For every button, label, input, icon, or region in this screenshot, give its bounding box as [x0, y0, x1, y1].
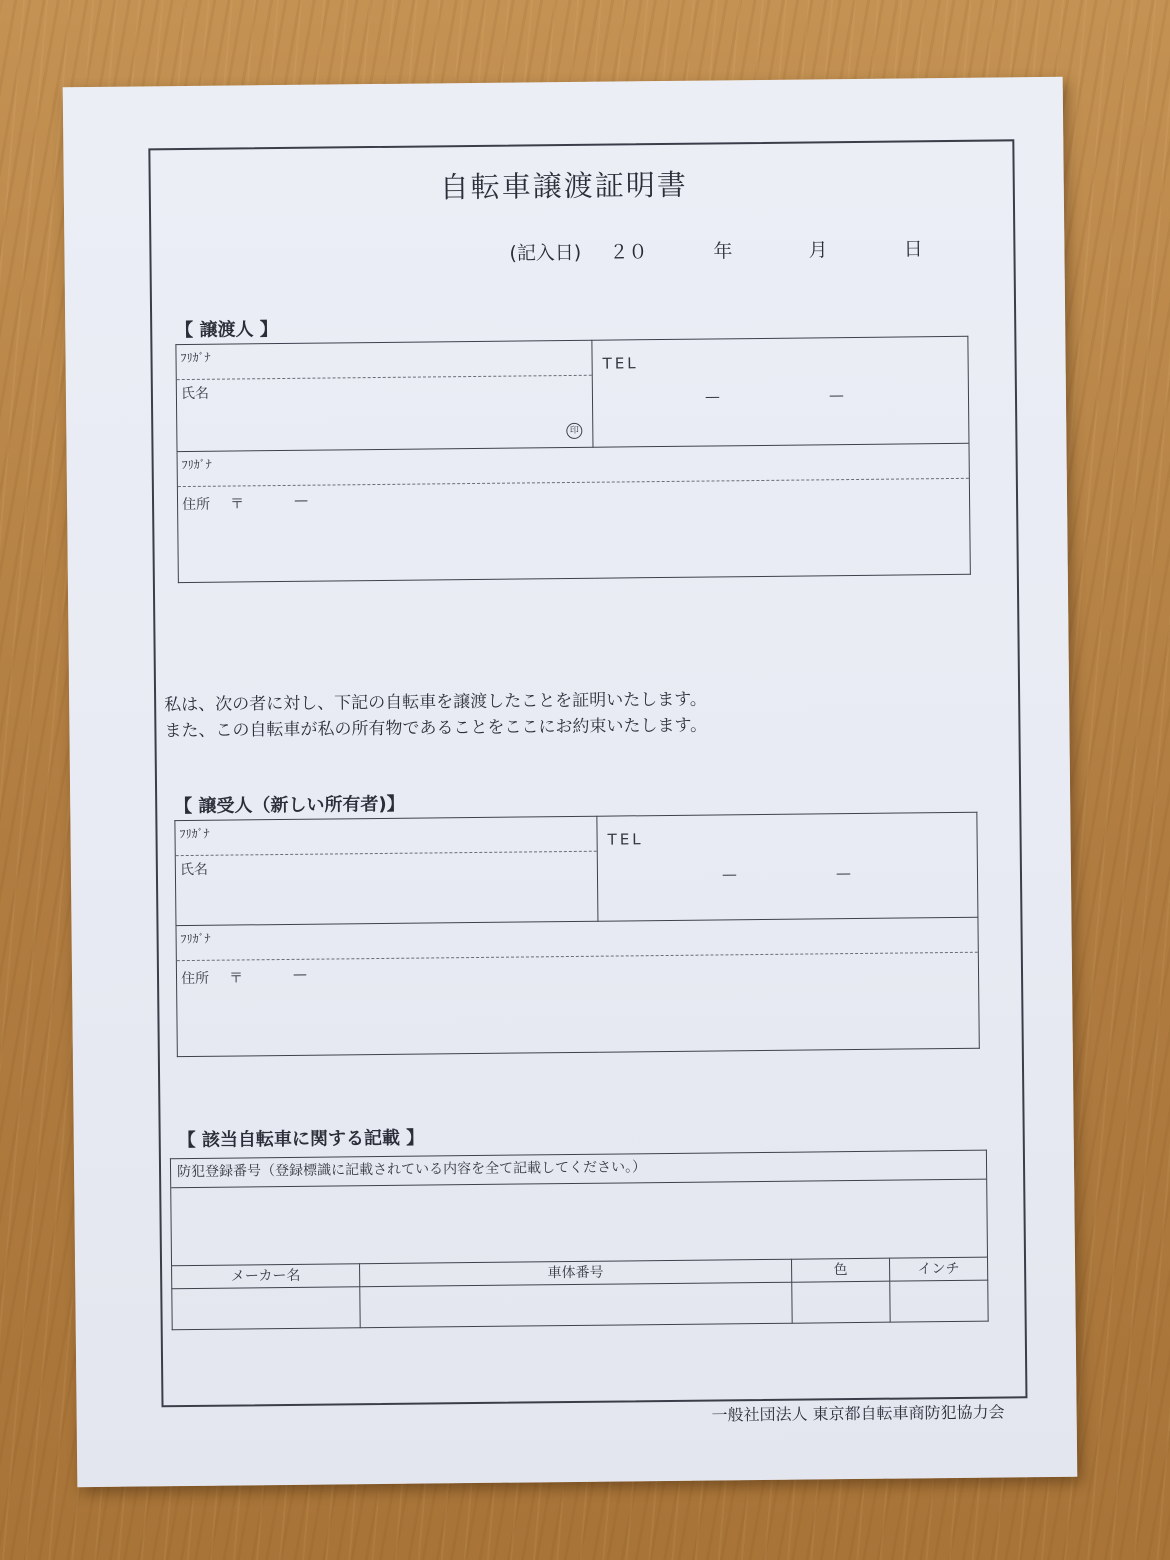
- date-prefix: (記入日): [509, 241, 582, 265]
- date-month: 月: [808, 239, 828, 262]
- furigana-label: ﾌﾘｶﾞﾅ: [176, 341, 591, 380]
- address-furigana-label: ﾌﾘｶﾞﾅ: [178, 444, 969, 487]
- transferee-heading: 【 譲受人（新しい所有者)】: [174, 793, 405, 818]
- document-sheet: [63, 77, 1078, 1487]
- tel-label: TEL: [607, 830, 644, 849]
- address-label: 住所: [181, 496, 211, 514]
- inch-input-cell[interactable]: [890, 1280, 988, 1322]
- transferor-tel-cell[interactable]: [592, 336, 969, 447]
- postal-separator: —: [293, 492, 309, 509]
- statement-line-1: 私は、次の者に対し、下記の自転車を譲渡したことを証明いたします。: [164, 689, 707, 716]
- postal-mark: 〒: [229, 496, 245, 513]
- date-year: 年: [713, 240, 733, 263]
- tel-label: TEL: [602, 354, 639, 373]
- transferor-table: [175, 336, 970, 583]
- issuer-footer: 一般社団法人 東京都自転車商防犯協力会: [711, 1402, 1005, 1425]
- column-header-inch: インチ: [890, 1257, 988, 1281]
- tel-separator: —: [835, 864, 852, 883]
- seal-mark: 印: [566, 423, 582, 439]
- date-year-prefix: ２０: [609, 241, 648, 264]
- frame-number-input-cell[interactable]: [360, 1282, 792, 1328]
- date-line: [509, 234, 923, 265]
- transferee-table: [174, 812, 979, 1057]
- furigana-label: ﾌﾘｶﾞﾅ: [175, 817, 596, 856]
- column-header-color: 色: [792, 1258, 890, 1282]
- transferor-address-cell[interactable]: [177, 443, 970, 582]
- date-day: 日: [903, 238, 923, 261]
- name-label: 氏名: [179, 861, 208, 879]
- maker-input-cell[interactable]: [172, 1287, 360, 1330]
- document-title: 自転車譲渡証明書: [439, 167, 688, 205]
- registration-number-cell[interactable]: [170, 1150, 987, 1266]
- tel-separator: —: [704, 387, 721, 406]
- postal-mark: 〒: [228, 970, 244, 987]
- tel-separator: —: [721, 865, 738, 884]
- name-label: 氏名: [180, 385, 209, 403]
- transferee-name-cell[interactable]: [175, 816, 598, 925]
- column-header-frame-number: 車体番号: [360, 1259, 792, 1287]
- bicycle-table: [170, 1150, 989, 1331]
- address-furigana-label: ﾌﾘｶﾞﾅ: [176, 918, 977, 961]
- registration-label: 防犯登録番号（登録標識に記載されている内容を全て記載してください。）: [171, 1151, 986, 1189]
- color-input-cell[interactable]: [792, 1281, 890, 1323]
- bicycle-heading: 【 該当自転車に関する記載 】: [177, 1127, 425, 1152]
- address-label: 住所: [180, 970, 210, 988]
- postal-separator: —: [292, 966, 308, 983]
- statement-line-2: また、この自転車が私の所有物であることをここにお約束いたします。: [164, 715, 708, 742]
- transferor-name-cell[interactable]: [176, 340, 593, 451]
- tel-separator: —: [828, 386, 845, 405]
- column-header-maker: メーカー名: [172, 1264, 360, 1289]
- transferee-address-cell[interactable]: [176, 917, 979, 1056]
- transferee-tel-cell[interactable]: [597, 812, 978, 921]
- transferor-heading: 【 譲渡人 】: [175, 319, 278, 342]
